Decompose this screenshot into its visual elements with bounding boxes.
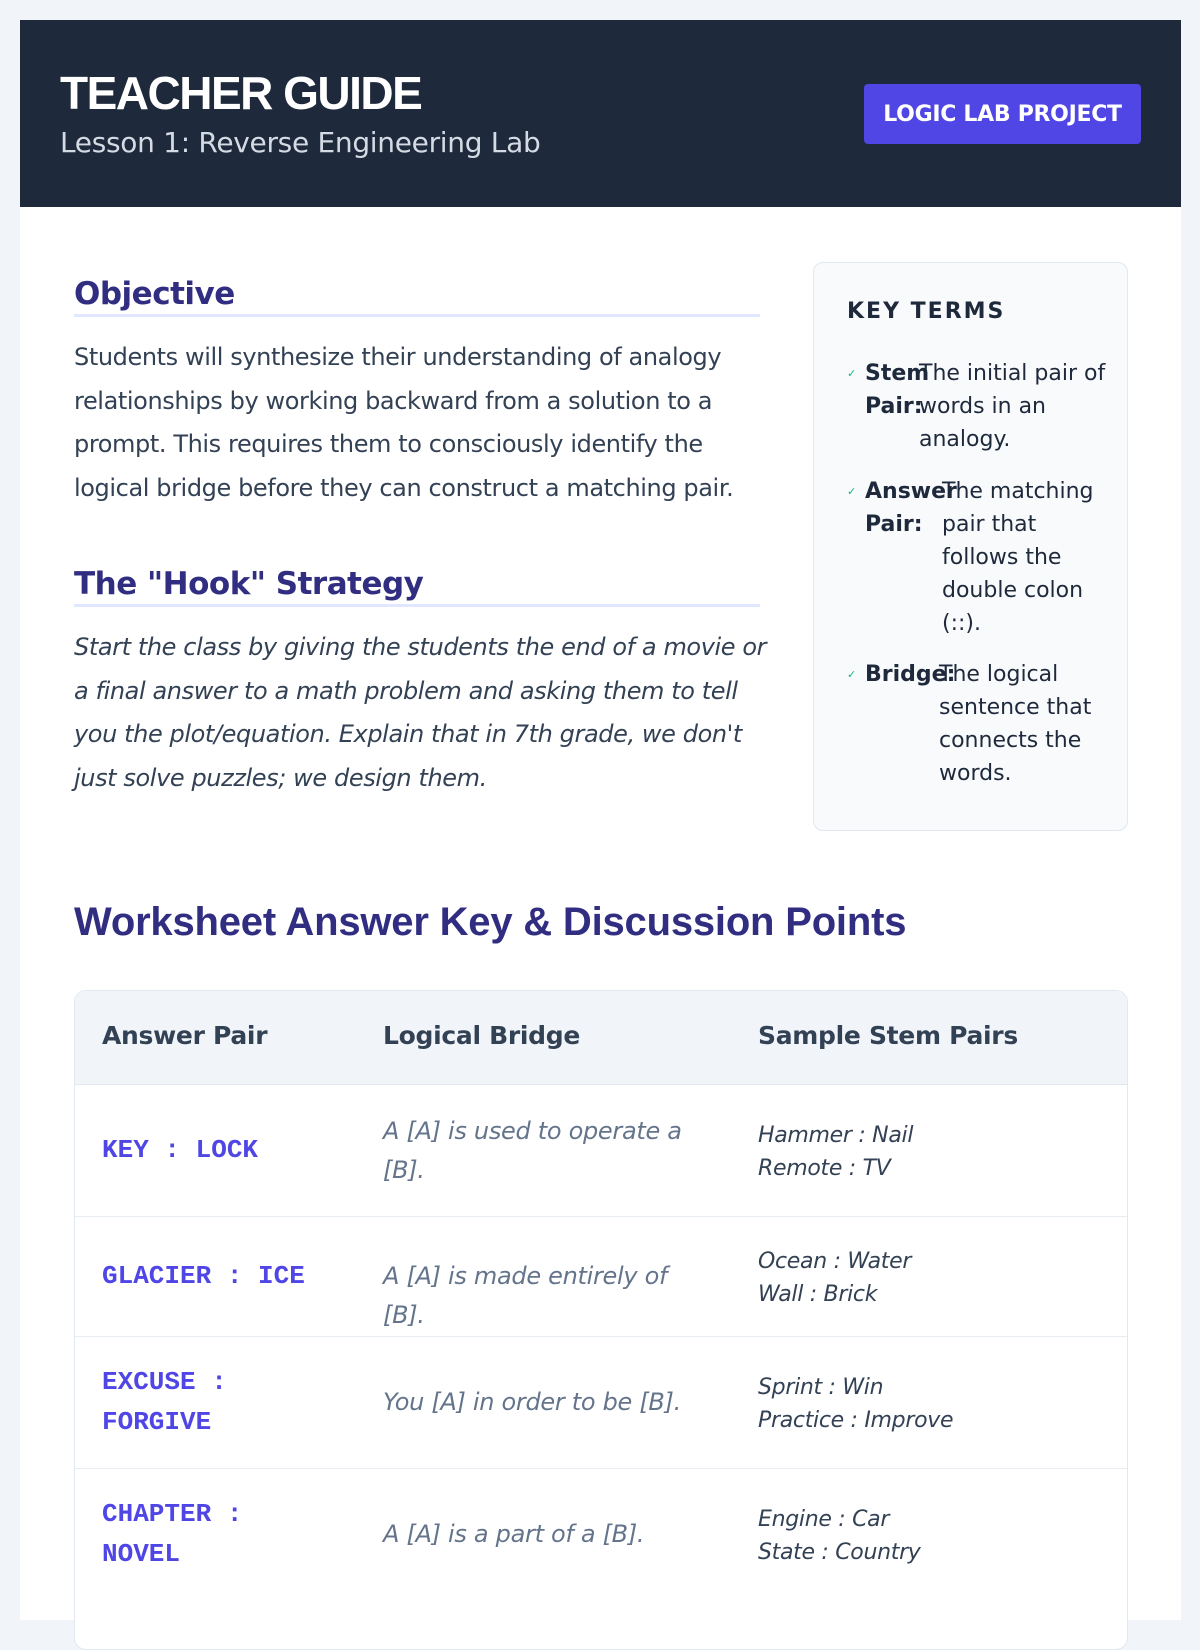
check-icon: ✓ bbox=[847, 367, 857, 380]
key-term-item bbox=[847, 357, 1107, 456]
sample-pair: State : Country bbox=[758, 1540, 921, 1565]
lesson-subtitle: Lesson 1: Reverse Engineering Lab bbox=[60, 126, 541, 159]
logical-bridge-cell: A [A] is a part of a [B]. bbox=[383, 1520, 645, 1548]
sample-pair: Sprint : Win bbox=[758, 1375, 884, 1400]
key-term-definition: The logical sentence that connects the words. bbox=[939, 662, 1092, 786]
sample-stem-pairs-cell bbox=[758, 1245, 1098, 1311]
worksheet-heading: Worksheet Answer Key & Discussion Points bbox=[74, 900, 907, 944]
key-term-label: Bridge: bbox=[865, 662, 956, 687]
hook-text: Start the class by giving the students the end of a movie or a final answer to a math problem and asking them to tell you the plot/equation. Explain that in 7th grade, we don't just solve puzzles; we design them. bbox=[74, 633, 767, 792]
check-icon: ✓ bbox=[847, 485, 857, 498]
key-term-item bbox=[847, 658, 1107, 790]
column-header-sample-stem-pairs: Sample Stem Pairs bbox=[758, 1021, 1018, 1050]
sample-pair: Hammer : Nail bbox=[758, 1123, 914, 1148]
sample-pair: Ocean : Water bbox=[758, 1249, 912, 1274]
logical-bridge-cell: A [A] is made entirely of [B]. bbox=[383, 1262, 668, 1329]
answer-pair-cell: GLACIER : ICE bbox=[102, 1261, 305, 1291]
sample-stem-pairs-cell bbox=[758, 1119, 1098, 1185]
answer-pair-cell: EXCUSE : FORGIVE bbox=[102, 1367, 227, 1437]
logical-bridge-cell: You [A] in order to be [B]. bbox=[383, 1388, 681, 1416]
sample-pair: Remote : TV bbox=[758, 1156, 891, 1181]
answer-key-table bbox=[74, 990, 1128, 1650]
table-row bbox=[75, 1217, 1128, 1337]
key-term-label: Stem Pair: bbox=[865, 361, 930, 419]
teacher-guide-page bbox=[20, 20, 1181, 1620]
page-title: TEACHER GUIDE bbox=[60, 67, 422, 119]
check-icon: ✓ bbox=[847, 668, 857, 681]
project-badge: LOGIC LAB PROJECT bbox=[864, 84, 1141, 144]
sample-pair: Practice : Improve bbox=[758, 1408, 954, 1433]
table-row bbox=[75, 1337, 1128, 1469]
key-term-label: Answer Pair: bbox=[865, 479, 957, 537]
objective-heading: Objective bbox=[74, 276, 235, 312]
column-header-logical-bridge: Logical Bridge bbox=[383, 1021, 581, 1050]
column-header-answer-pair: Answer Pair bbox=[102, 1021, 268, 1050]
objective-divider bbox=[74, 314, 760, 317]
key-term-item bbox=[847, 475, 1107, 640]
key-terms-box bbox=[813, 262, 1128, 831]
sample-pair: Wall : Brick bbox=[758, 1282, 878, 1307]
answer-pair-cell: CHAPTER : NOVEL bbox=[102, 1499, 243, 1569]
table-row bbox=[75, 1469, 1128, 1609]
hook-divider bbox=[74, 604, 760, 607]
sample-stem-pairs-cell bbox=[758, 1503, 1098, 1569]
key-terms-title: KEY TERMS bbox=[847, 299, 1006, 324]
table-header bbox=[75, 991, 1128, 1085]
key-term-definition: The initial pair of words in an analogy. bbox=[919, 361, 1106, 452]
logical-bridge-cell: A [A] is used to operate a [B]. bbox=[383, 1117, 682, 1184]
page-header bbox=[20, 20, 1181, 207]
sample-stem-pairs-cell bbox=[758, 1371, 1098, 1437]
objective-text: Students will synthesize their understanding of analogy relationships by working backward from a solution to a prompt. This requires them to consciously identify the logical bridge before they can construct a matching pair. bbox=[74, 343, 734, 502]
table-row bbox=[75, 1085, 1128, 1217]
hook-heading: The "Hook" Strategy bbox=[74, 566, 424, 602]
key-term-definition: The matching pair that follows the double colon (::). bbox=[942, 479, 1094, 636]
sample-pair: Engine : Car bbox=[758, 1507, 890, 1532]
answer-pair-cell: KEY : LOCK bbox=[102, 1135, 259, 1165]
